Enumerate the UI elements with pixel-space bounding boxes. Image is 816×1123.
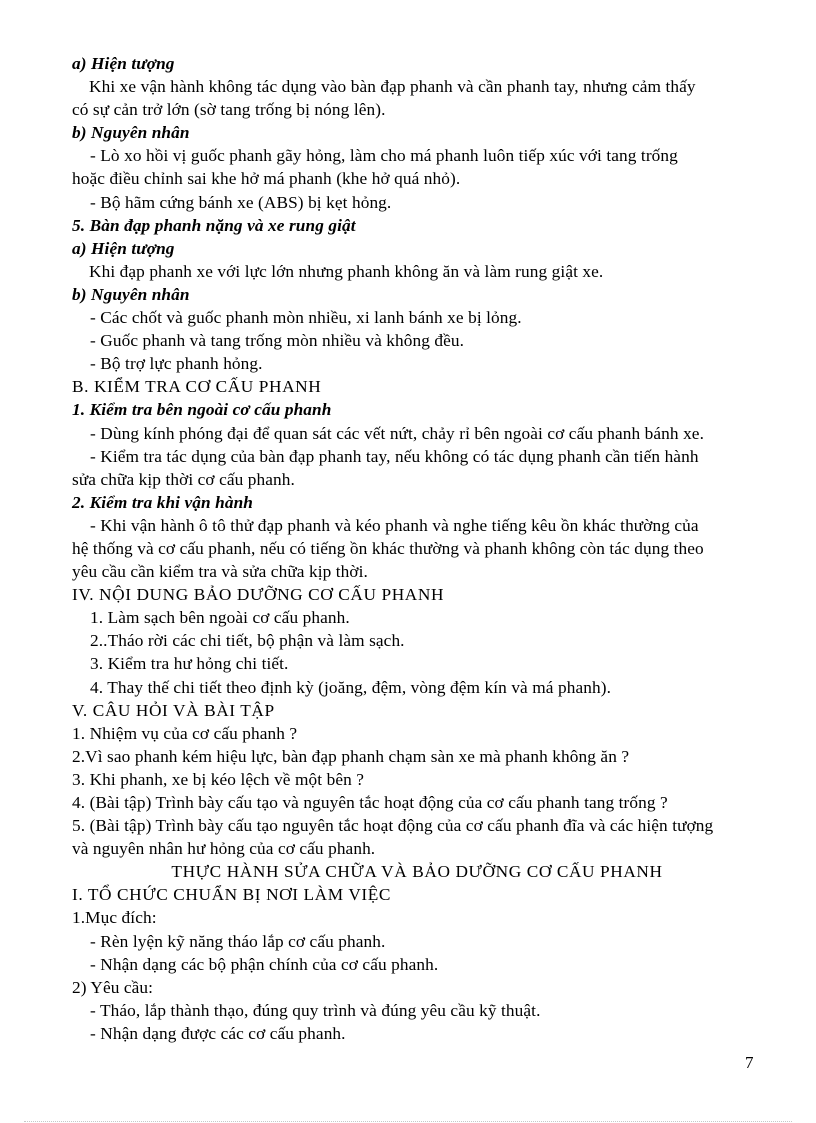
section-heading: a) Hiện tượng — [72, 238, 175, 258]
text-line: 1. Nhiệm vụ của cơ cấu phanh ? — [72, 723, 298, 743]
text-line: 3. Khi phanh, xe bị kéo lệch về một bên ? — [72, 769, 365, 789]
text-line: 2..Tháo rời các chi tiết, bộ phận và làm sạch. — [90, 631, 405, 651]
text-line: - Kiểm tra tác dụng của bàn đạp phanh tay, nếu không có tác dụng phanh cần tiến hành — [90, 446, 699, 466]
text-line: - Các chốt và guốc phanh mòn nhiều, xi lanh bánh xe bị lỏng. — [90, 308, 522, 328]
text-line: 4. (Bài tập) Trình bày cấu tạo và nguyên tắc hoạt động của cơ cấu phanh tang trống ? — [72, 793, 668, 812]
text-line: có sự cản trở lớn (sờ tang trống bị nóng lên). — [72, 100, 386, 120]
text-line: - Guốc phanh và tang trống mòn nhiều và không đều. — [90, 331, 465, 351]
text-line: V. CÂU HỎI VÀ BÀI TẬP — [72, 700, 275, 720]
text-line: Khi xe vận hành không tác dụng vào bàn đạp phanh và cần phanh tay, nhưng cảm thấy — [89, 77, 696, 97]
text-line: - Bộ hãm cứng bánh xe (ABS) bị kẹt hỏng. — [90, 192, 392, 212]
text-line: yêu cầu cần kiểm tra và sửa chữa kịp thời. — [72, 562, 368, 582]
text-line: - Rèn lyện kỹ năng tháo lắp cơ cấu phanh. — [90, 931, 386, 951]
text-line: 2.Vì sao phanh kém hiệu lực, bàn đạp phanh chạm sàn xe mà phanh không ăn ? — [72, 746, 630, 766]
text-line: 1. Làm sạch bên ngoài cơ cấu phanh. — [90, 608, 350, 628]
text-line: 5. (Bài tập) Trình bày cấu tạo nguyên tắc hoạt động của cơ cấu phanh đĩa và các hiện tượng — [72, 816, 714, 836]
page-number: 7 — [745, 1053, 754, 1072]
text-line: B. KIỂM TRA CƠ CẤU PHANH — [72, 377, 322, 397]
text-line: - Nhận dạng được các cơ cấu phanh. — [90, 1023, 346, 1043]
text-line: Khi đạp phanh xe với lực lớn nhưng phanh không ăn và làm rung giật xe. — [89, 261, 604, 281]
section-heading: 1. Kiểm tra bên ngoài cơ cấu phanh — [72, 400, 332, 420]
text-line: sửa chữa kịp thời cơ cấu phanh. — [72, 469, 295, 489]
text-line: 4. Thay thế chi tiết theo định kỳ (joăng, đệm, vòng đệm kín và má phanh). — [90, 677, 611, 697]
section-heading: b) Nguyên nhân — [72, 284, 190, 304]
text-line: hệ thống và cơ cấu phanh, nếu có tiếng ồn khác thường và phanh không còn tác dụng theo — [72, 538, 704, 558]
document-body — [72, 52, 762, 1045]
text-line: 3. Kiểm tra hư hỏng chi tiết. — [90, 654, 289, 674]
text-line: hoặc điều chỉnh sai khe hở má phanh (khe hở quá nhỏ). — [72, 169, 461, 189]
text-line: - Tháo, lắp thành thạo, đúng quy trình và đúng yêu cầu kỹ thuật. — [90, 1000, 541, 1020]
section-heading: 2. Kiểm tra khi vận hành — [72, 492, 254, 512]
text-line: - Lò xo hồi vị guốc phanh gãy hỏng, làm cho má phanh luôn tiếp xúc với tang trống — [90, 146, 678, 166]
text-line: IV. NỘI DUNG BẢO DƯỠNG CƠ CẤU PHANH — [72, 585, 445, 605]
section-heading: 5. Bàn đạp phanh nặng và xe rung giật — [72, 215, 356, 235]
text-line: - Bộ trợ lực phanh hỏng. — [90, 354, 263, 374]
section-heading: a) Hiện tượng — [72, 54, 175, 73]
page-bottom-divider — [24, 1121, 792, 1122]
text-line: 1.Mục đích: — [72, 908, 157, 928]
text-line: I. TỔ CHỨC CHUẨN BỊ NƠI LÀM VIỆC — [72, 885, 392, 905]
text-line: và nguyên nhân hư hỏng của cơ cấu phanh. — [72, 839, 376, 859]
text-line: 2) Yêu cầu: — [72, 977, 154, 997]
text-line: - Nhận dạng các bộ phận chính của cơ cấu phanh. — [90, 954, 439, 974]
text-line: THỰC HÀNH SỬA CHỮA VÀ BẢO DƯỠNG CƠ CẤU PHANH — [171, 862, 663, 882]
section-heading: b) Nguyên nhân — [72, 123, 190, 143]
text-line: - Khi vận hành ô tô thử đạp phanh và kéo phanh và nghe tiếng kêu ồn khác thường của — [90, 515, 699, 535]
text-line: - Dùng kính phóng đại để quan sát các vết nứt, chảy rỉ bên ngoài cơ cấu phanh bánh xe. — [90, 423, 704, 443]
